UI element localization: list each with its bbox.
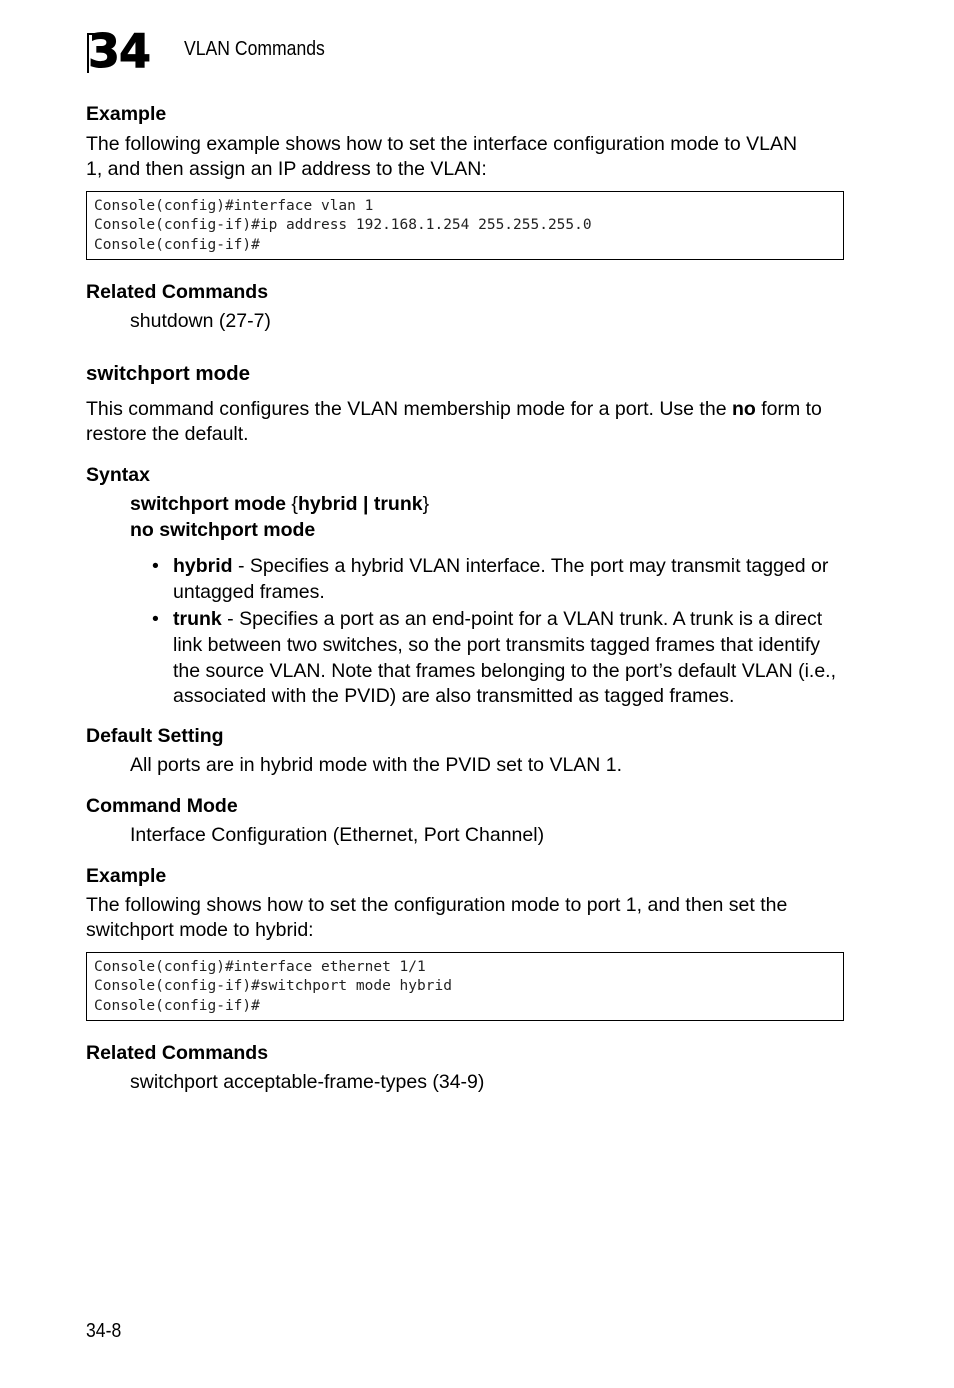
bullet-hybrid bbox=[173, 554, 848, 606]
command-description bbox=[86, 397, 846, 447]
related-command-link-2[interactable]: switchport acceptable-frame-types (34-9) bbox=[130, 1071, 485, 1093]
desc-text: This command configures the VLAN membership mode for a port. Use the bbox=[86, 398, 732, 420]
syntax-command: switchport mode bbox=[130, 493, 287, 515]
desc-bold: no bbox=[731, 398, 756, 420]
bullet-term: hybrid bbox=[173, 555, 233, 577]
default-setting-text: All ports are in hybrid mode with the PVID set to VLAN 1. bbox=[130, 754, 623, 776]
example-text-2: The following shows how to set the configuration mode to port 1, and then set the switchport mode to hybrid: bbox=[86, 894, 788, 941]
syntax-brace: } bbox=[422, 493, 430, 515]
code-line: Console(config-if)# bbox=[94, 236, 260, 253]
related-commands-heading-1: Related Commands bbox=[86, 281, 269, 303]
syntax-line-2: no switchport mode bbox=[130, 519, 316, 541]
code-line: Console(config-if)#switchport mode hybrid bbox=[94, 978, 452, 995]
bullet-trunk bbox=[173, 607, 848, 710]
example-heading-1: Example bbox=[86, 103, 167, 125]
syntax-brace: { bbox=[286, 493, 298, 515]
bullet-icon: • bbox=[152, 608, 159, 630]
example-text-1: The following example shows how to set the interface configuration mode to VLAN 1, and then assign an IP address to the VLAN: bbox=[86, 133, 798, 180]
code-block-2 bbox=[86, 952, 844, 1021]
code-line: Console(config-if)# bbox=[94, 997, 260, 1014]
desc-text: form to restore the default. bbox=[86, 398, 822, 445]
default-setting-heading: Default Setting bbox=[86, 725, 224, 747]
command-mode-heading: Command Mode bbox=[86, 795, 238, 817]
code-line: Console(config)#interface ethernet 1/1 bbox=[94, 959, 426, 975]
syntax-options: hybrid | trunk bbox=[297, 493, 423, 515]
related-commands-heading-2: Related Commands bbox=[86, 1042, 269, 1064]
command-mode-text: Interface Configuration (Ethernet, Port Channel) bbox=[130, 824, 545, 846]
command-title: switchport mode bbox=[86, 362, 251, 385]
bullet-text: - Specifies a port as an end-point for a VLAN trunk. A trunk is a direct link between two switches, so the port transmits tagged frames that identify the source VLAN. Note that frames belonging to the port’s default VLAN (i.e., associated with the PVID) are also transmitted as tagged frames. bbox=[173, 608, 837, 708]
code-block-1 bbox=[86, 191, 844, 260]
bullet-text: - Specifies a hybrid VLAN interface. The port may transmit tagged or untagged frames. bbox=[173, 555, 829, 603]
chapter-title: VLAN Commands bbox=[184, 38, 325, 60]
bullet-icon: • bbox=[152, 555, 159, 577]
related-command-link-1[interactable]: shutdown (27-7) bbox=[130, 310, 271, 332]
chapter-number: 34 bbox=[88, 24, 151, 78]
example-heading-2: Example bbox=[86, 865, 167, 887]
code-line: Console(config-if)#ip address 192.168.1.254 255.255.255.0 bbox=[94, 217, 592, 234]
syntax-heading: Syntax bbox=[86, 464, 150, 486]
syntax-line-1 bbox=[130, 492, 429, 517]
code-line: Console(config)#interface vlan 1 bbox=[94, 198, 374, 214]
page-number: 34-8 bbox=[86, 1320, 122, 1342]
bullet-term: trunk bbox=[173, 608, 222, 630]
